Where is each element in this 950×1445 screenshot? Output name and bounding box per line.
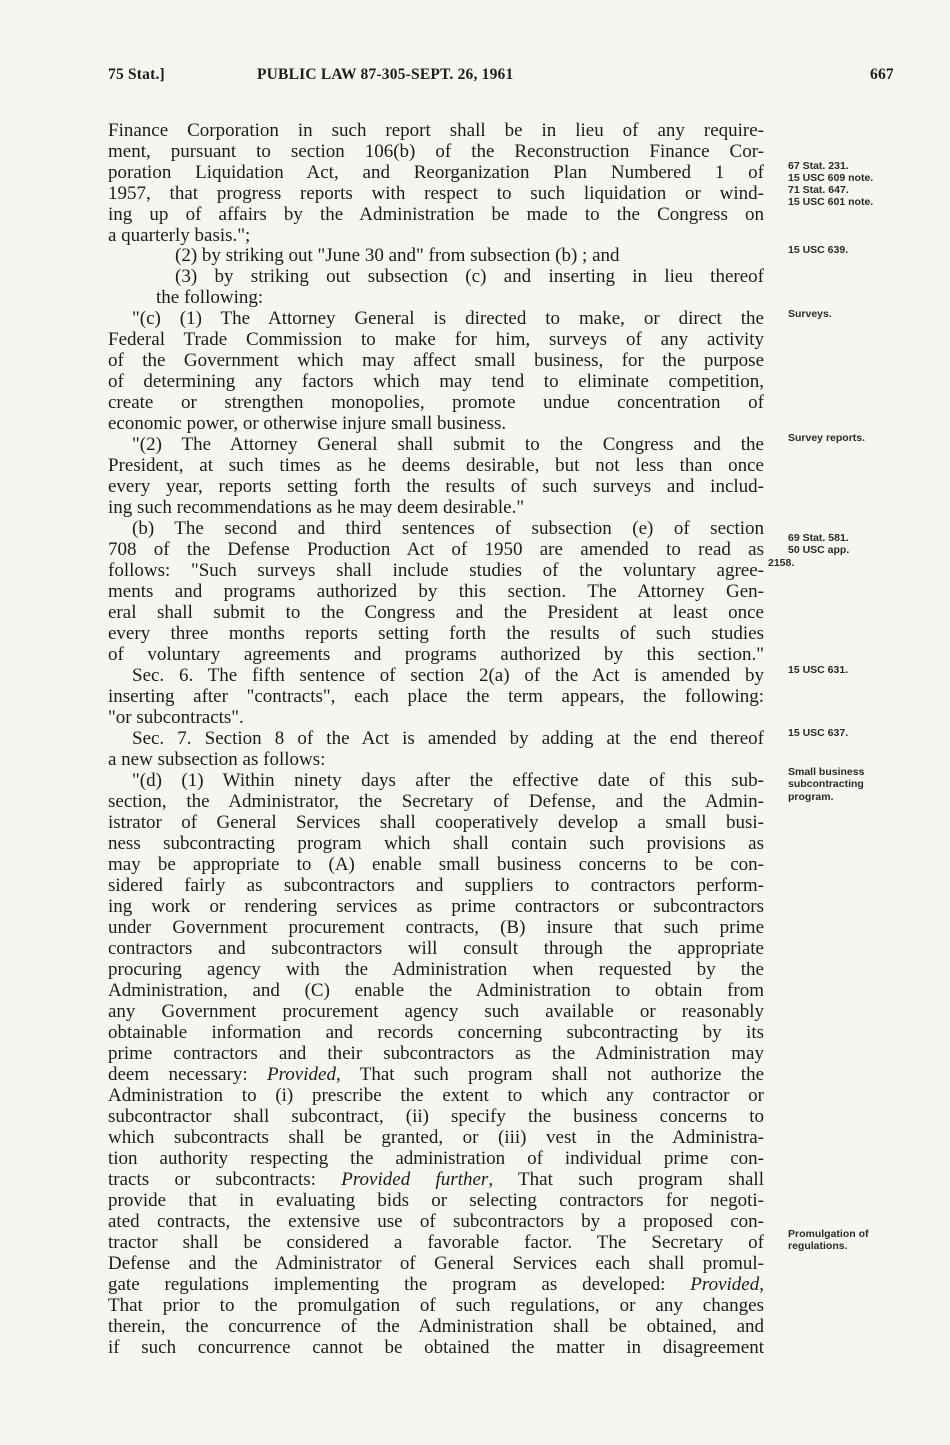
body-line: (b) The second and third sentences of subsection (e) of section bbox=[132, 518, 764, 539]
margin-note: 67 Stat. 231. bbox=[788, 160, 849, 172]
margin-note: 50 USC app. bbox=[788, 544, 850, 556]
body-line: Sec. 7. Section 8 of the Act is amended by adding at the end thereof bbox=[132, 728, 764, 749]
body-line: Administration, and (C) enable the Administration to obtain from bbox=[108, 980, 764, 1001]
body-line: "(d) (1) Within ninety days after the effective date of this sub- bbox=[132, 770, 764, 791]
body-line: istrator of General Services shall cooperatively develop a small busi- bbox=[108, 812, 764, 833]
margin-note: program. bbox=[788, 791, 834, 803]
body-line: economic power, or otherwise injure small business. bbox=[108, 413, 507, 434]
body-line: ment, pursuant to section 106(b) of the Reconstruction Finance Cor- bbox=[108, 141, 764, 162]
body-line: create or strengthen monopolies, promote undue concentration of bbox=[108, 392, 764, 413]
body-line: (2) by striking out "June 30 and" from subsection (b) ; and bbox=[175, 245, 620, 266]
header-title: PUBLIC LAW 87-305-SEPT. 26, 1961 bbox=[257, 66, 514, 83]
body-line: obtainable information and records concerning subcontracting by its bbox=[108, 1022, 764, 1043]
margin-note: 15 USC 609 note. bbox=[788, 172, 874, 184]
body-line: President, at such times as he deems desirable, but not less than once bbox=[108, 455, 764, 476]
body-line: tractor shall be considered a favorable factor. The Secretary of bbox=[108, 1232, 764, 1253]
body-line: of voluntary agreements and programs authorized by this section." bbox=[108, 644, 764, 665]
body-line: tracts or subcontracts: Provided further, That such program shall bbox=[108, 1169, 764, 1190]
body-line: "(c) (1) The Attorney General is directed to make, or direct the bbox=[132, 308, 764, 329]
body-line: if such concurrence cannot be obtained the matter in disagreement bbox=[108, 1337, 764, 1358]
body-line: (3) by striking out subsection (c) and inserting in lieu thereof bbox=[175, 266, 764, 287]
margin-note: Survey reports. bbox=[788, 432, 866, 444]
body-line: every three months reports setting forth the results of such studies bbox=[108, 623, 764, 644]
body-line: procuring agency with the Administration when requested by the bbox=[108, 959, 764, 980]
body-line: Finance Corporation in such report shall be in lieu of any require- bbox=[108, 120, 764, 141]
body-line: of determining any factors which may tend to eliminate competition, bbox=[108, 371, 764, 392]
body-line: poration Liquidation Act, and Reorganization Plan Numbered 1 of bbox=[108, 162, 764, 183]
body-line: a new subsection as follows: bbox=[108, 749, 326, 770]
body-line: Administration to (i) prescribe the extent to which any contractor or bbox=[108, 1085, 764, 1106]
page-number: 667 bbox=[870, 66, 894, 83]
margin-note: 15 USC 639. bbox=[788, 244, 849, 256]
body-line: "or subcontracts". bbox=[108, 707, 244, 728]
margin-note: 2158. bbox=[768, 557, 795, 569]
body-line: which subcontracts shall be granted, or (iii) vest in the Administra- bbox=[108, 1127, 764, 1148]
body-line: ing up of affairs by the Administration be made to the Congress on bbox=[108, 204, 764, 225]
body-line: section, the Administrator, the Secretary of Defense, and the Admin- bbox=[108, 791, 764, 812]
body-line: deem necessary: Provided, That such program shall not authorize the bbox=[108, 1064, 764, 1085]
body-line: ated contracts, the extensive use of subcontractors by a proposed con- bbox=[108, 1211, 764, 1232]
body-line: ing such recommendations as he may deem desirable." bbox=[108, 497, 525, 518]
body-line: Sec. 6. The fifth sentence of section 2(a) of the Act is amended by bbox=[132, 665, 764, 686]
margin-note: 15 USC 601 note. bbox=[788, 196, 874, 208]
margin-note: Promulgation of bbox=[788, 1228, 869, 1240]
margin-note: 71 Stat. 647. bbox=[788, 184, 849, 196]
body-line: eral shall submit to the Congress and the President at least once bbox=[108, 602, 764, 623]
margin-note: regulations. bbox=[788, 1240, 848, 1252]
body-line: 1957, that progress reports with respect to such liquidation or wind- bbox=[108, 183, 764, 204]
body-line: therein, the concurrence of the Administration shall be obtained, and bbox=[108, 1316, 764, 1337]
body-line: any Government procurement agency such available or reasonably bbox=[108, 1001, 764, 1022]
body-line: may be appropriate to (A) enable small business concerns to be con- bbox=[108, 854, 764, 875]
body-line: 708 of the Defense Production Act of 1950 are amended to read as bbox=[108, 539, 764, 560]
margin-note: 69 Stat. 581. bbox=[788, 532, 849, 544]
body-line: follows: "Such surveys shall include studies of the voluntary agree- bbox=[108, 560, 764, 581]
margin-note: Small business bbox=[788, 766, 865, 778]
margin-note: Surveys. bbox=[788, 308, 832, 320]
body-line: Defense and the Administrator of General Services each shall promul- bbox=[108, 1253, 764, 1274]
margin-note: 15 USC 637. bbox=[788, 727, 849, 739]
body-line: That prior to the promulgation of such regulations, or any changes bbox=[108, 1295, 764, 1316]
body-line: of the Government which may affect small business, for the purpose bbox=[108, 350, 764, 371]
body-line: prime contractors and their subcontractors as the Administration may bbox=[108, 1043, 764, 1064]
body-line: gate regulations implementing the program as developed: Provided, bbox=[108, 1274, 764, 1295]
body-line: ing work or rendering services as prime contractors or subcontractors bbox=[108, 896, 764, 917]
body-line: Federal Trade Commission to make for him, surveys of any activity bbox=[108, 329, 764, 350]
body-line: inserting after "contracts", each place the term appears, the following: bbox=[108, 686, 764, 707]
body-line: under Government procurement contracts, (B) insure that such prime bbox=[108, 917, 764, 938]
body-line: a quarterly basis."; bbox=[108, 225, 251, 246]
body-line: ness subcontracting program which shall contain such provisions as bbox=[108, 833, 764, 854]
header-volume: 75 Stat.] bbox=[108, 66, 165, 83]
body-line: sidered fairly as subcontractors and suppliers to contractors perform- bbox=[108, 875, 764, 896]
body-line: ments and programs authorized by this section. The Attorney Gen- bbox=[108, 581, 764, 602]
body-line: the following: bbox=[156, 287, 264, 308]
body-line: provide that in evaluating bids or selecting contractors for negoti- bbox=[108, 1190, 764, 1211]
body-line: tion authority respecting the administration of individual prime con- bbox=[108, 1148, 764, 1169]
margin-note: subcontracting bbox=[788, 778, 864, 790]
body-line: every year, reports setting forth the results of such surveys and includ- bbox=[108, 476, 764, 497]
margin-note: 15 USC 631. bbox=[788, 664, 849, 676]
body-line: subcontractor shall subcontract, (ii) specify the business concerns to bbox=[108, 1106, 764, 1127]
body-line: contractors and subcontractors will consult through the appropriate bbox=[108, 938, 764, 959]
body-line: "(2) The Attorney General shall submit to the Congress and the bbox=[132, 434, 764, 455]
